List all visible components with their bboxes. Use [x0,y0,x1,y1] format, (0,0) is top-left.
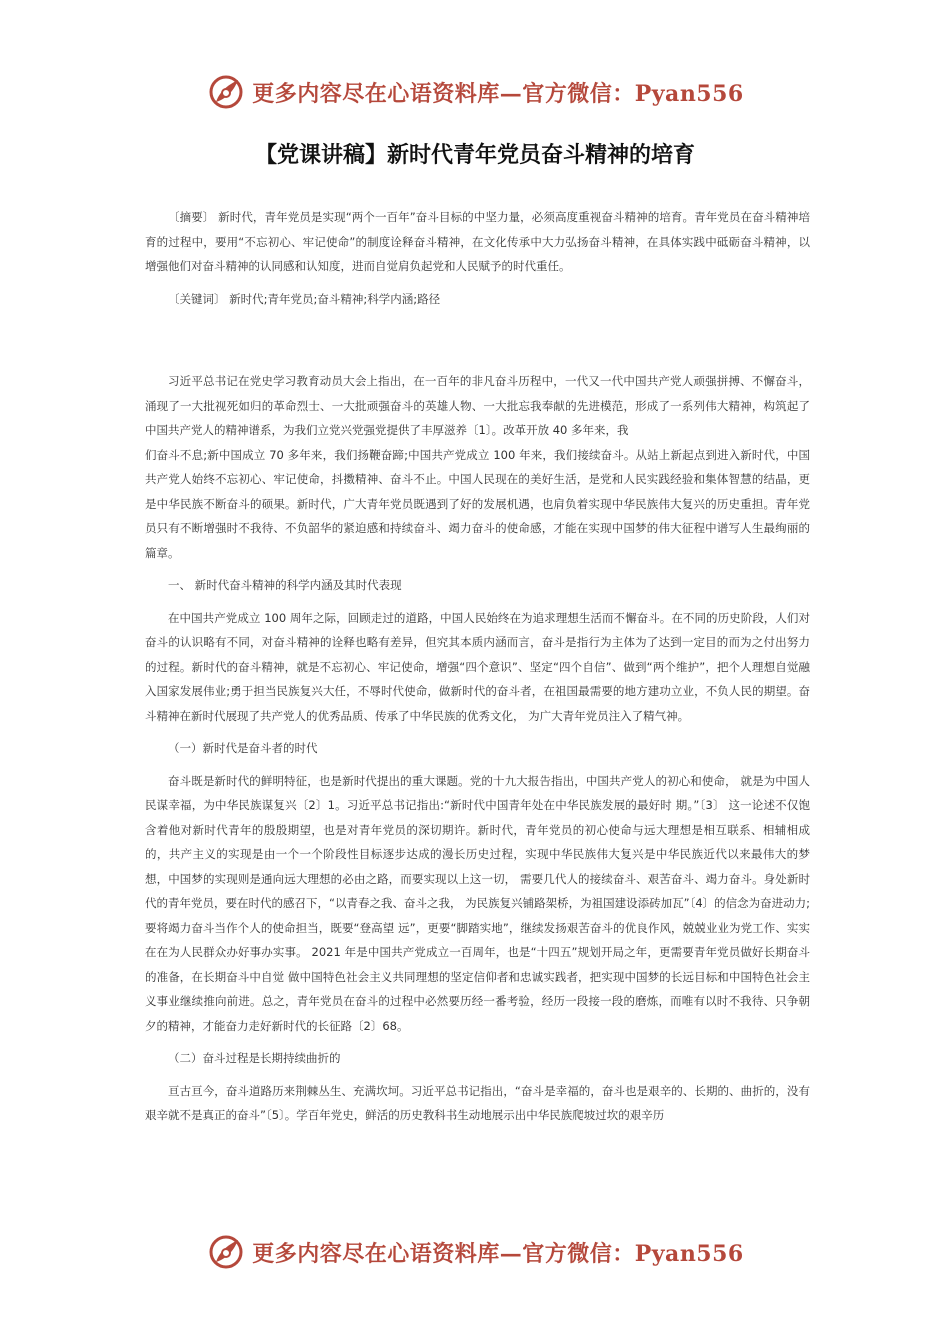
banner-text: 更多内容尽在心语资料库—官方微信：Pyan556 [252,1240,744,1267]
subsection-heading-2: （二）奋斗过程是长期持续曲折的 [168,1051,341,1065]
header-banner [0,70,950,114]
section-1-paragraph: 在中国共产党成立 100 周年之际，回顾走过的道路，中国人民始终在为追求理想生活而不懈奋斗。在不同的历史阶段，人们对奋斗的认识略有不同，对奋斗精神的诠释也略有差异，但究其本质内涵而言，奋斗是指行为主体为了达到一定目的而为之付出努力的过程。新时代的奋斗精神，就是不忘初心、牢记使命，增强“四个意识”、坚定“四个自信”、做到“两个维护”，把个人理想自觉融入国家发展伟业;勇于担当民族复兴大任，不辱时代使命，做新时代的奋斗者，在祖国最需要的地方建功立业，不负人民的期望。奋斗精神在新时代展现了共产党人的优秀品质、传承了中华民族的优秀文化， 为广大青年党员注入了精气神。 [145,610,810,723]
flower-leaf-logo-icon [206,72,246,112]
intro-paragraph-2: 们奋斗不息;新中国成立 70 多年来，我们扬鞭奋蹄;中国共产党成立 100 年来，我们接续奋斗。从站上新起点到进入新时代，中国共产党人始终不忘初心、牢记使命，抖擞精神、奋斗不止。中国人民现在的美好生活，是党和人民实践经验和集体智慧的结晶，更是中华民族不断奋斗的硕果。新时代，广大青年党员既遇到了好的发展机遇，也肩负着实现中华民族伟大复兴的历史重担。青年党员只有不断增强时不我待、不负韶华的紧迫感和持续奋斗、竭力奋斗的使命感，才能在实现中国梦的伟大征程中谱写人生最绚丽的篇章。 [145,447,810,560]
section-heading-1: 一、 新时代奋斗精神的科学内涵及其时代表现 [168,578,402,592]
footer-banner [0,1230,950,1274]
document-body [145,205,810,1128]
abstract-paragraph: 〔摘要〕 新时代，青年党员是实现“两个一百年”奋斗目标的中坚力量，必须高度重视奋斗精神的培育。青年党员在奋斗精神培育的过程中，要用“不忘初心、牢记使命”的制度诠释奋斗精神，在文化传承中大力弘扬奋斗精神，在具体实践中砥砺奋斗精神，以增强他们对奋斗精神的认同感和认知度，进而自觉肩负起党和人民赋予的时代重任。 [145,210,810,273]
subsection-1-paragraph: 奋斗既是新时代的鲜明特征，也是新时代提出的重大课题。党的十九大报告指出，中国共产党人的初心和使命， 就是为中国人民谋幸福，为中华民族谋复兴〔2〕1。习近平总书记指出:“新时代中国青年处在中华民族发展的最好时 期。”〔3〕 这一论述不仅饱含着他对新时代青年的殷殷期望，也是对青年党员的深切期许。新时代，青年党员的初心使命与远大理想是相互联系、相辅相成的，共产主义的实现是由一个一个阶段性目标逐步达成的漫长历史过程，实现中华民族伟大复兴是中华民族近代以来最伟大的梦想，中国梦的实现则是通向远大理想的必由之路，而要实现以上这一切， 需要几代人的接续奋斗、艰苦奋斗、竭力奋斗。身处新时代的青年党员，要在时代的感召下，“以青春之我、奋斗之我， 为民族复兴铺路架桥，为祖国建设添砖加瓦”〔4〕的信念为奋进动力;要将竭力奋斗当作个人的使命担当，既要“登高望 远”，更要“脚踏实地”，继续发扬艰苦奋斗的优良作风，兢兢业业为党工作、实实在在为人民群众办好事办实事。 2021 年是中国共产党成立一百周年，也是“十四五”规划开局之年，更需要青年党员做好长期奋斗的准备，在长期奋斗中自觉 做中国特色社会主义共同理想的坚定信仰者和忠诚实践者，把实现中国梦的长远目标和中国特色社会主义事业继续推向前进。总之，青年党员在奋斗的过程中必然要历经一番考验，经历一段接一段的磨炼，而唯有以时不我待、只争朝夕的精神，才能奋力走好新时代的长征路〔2〕68。 [145,773,811,1033]
subsection-2-paragraph: 亘古亘今，奋斗道路历来荆棘丛生、充满坎坷。习近平总书记指出，“奋斗是幸福的，奋斗也是艰辛的、长期的、曲折的，没有艰辛就不是真正的奋斗”〔5〕。学百年党史，鲜活的历史教科书生动地展示出中华民族爬坡过坎的艰辛历 [145,1083,810,1122]
flower-leaf-logo-icon [206,1232,246,1272]
subsection-heading-1: （一）新时代是奋斗者的时代 [168,741,318,755]
keywords-paragraph: 〔关键词〕 新时代;青年党员;奋斗精神;科学内涵;路径 [168,291,441,306]
banner-text: 更多内容尽在心语资料库—官方微信：Pyan556 [252,80,744,107]
intro-paragraph-1: 习近平总书记在党史学习教育动员大会上指出，在一百年的非凡奋斗历程中，一代又一代中国共产党人顽强拼搏、不懈奋斗，涌现了一大批视死如归的革命烈士、一大批顽强奋斗的英雄人物、一大批忘我奉献的先进模范，形成了一系列伟大精神，构筑起了中国共产党人的精神谱系，为我们立党兴党强党提供了丰厚滋养〔1〕。改革开放 40 多年来，我 [145,374,810,437]
document-title: 【党课讲稿】新时代青年党员奋斗精神的培育 [254,143,695,168]
